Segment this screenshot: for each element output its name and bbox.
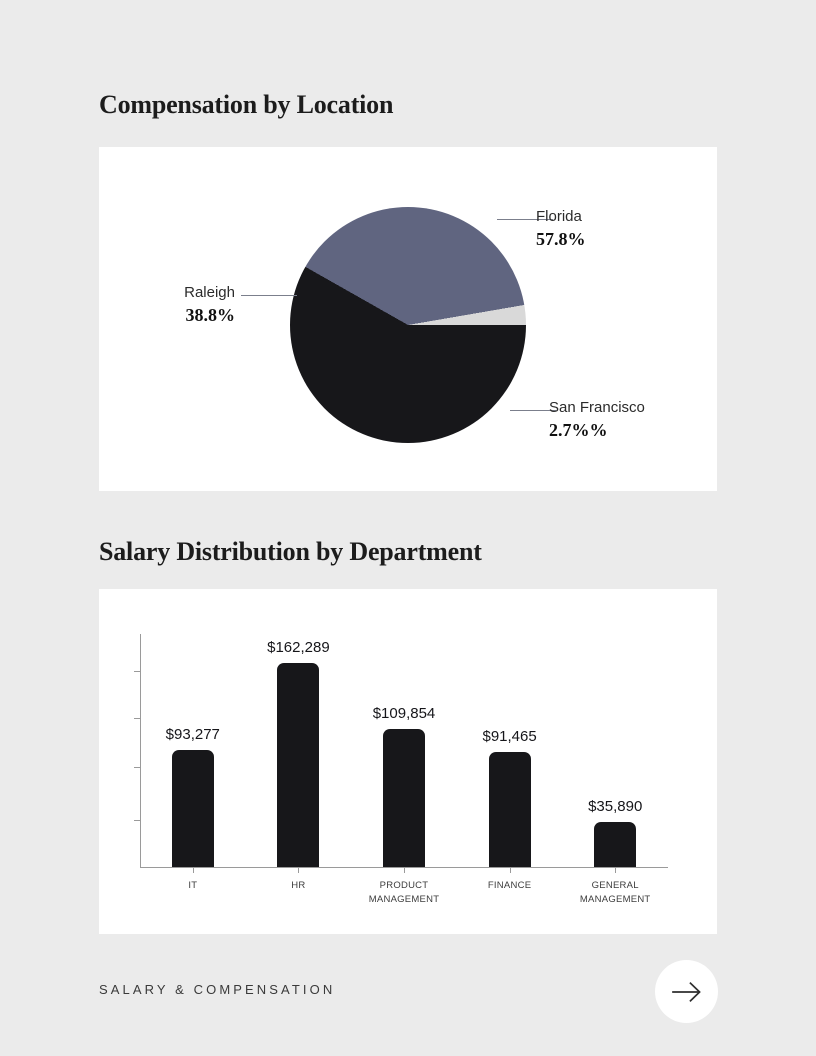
x-axis-tick [193,867,194,873]
y-axis-line [140,634,141,867]
y-axis-tick [134,767,140,768]
bar[interactable] [383,729,425,867]
leader-line-raleigh [241,295,297,296]
bar[interactable] [172,750,214,867]
bar-value-label: $35,890 [588,798,643,815]
page-title-salary-distribution-by-department: Salary Distribution by Department [99,537,482,566]
x-axis-category-line: PRODUCT [379,880,429,891]
pie-label-florida [536,208,586,251]
bar[interactable] [489,752,531,867]
pie-chart [99,147,717,491]
x-axis-category-label [555,879,675,907]
y-axis-tick [134,820,140,821]
bar[interactable] [594,822,636,867]
pie-label-florida-name: Florida [536,208,582,225]
pie-label-raleigh-name: Raleigh [184,284,235,301]
x-axis-tick [615,867,616,873]
x-axis-category-line: MANAGEMENT [579,893,651,905]
arrow-right-icon [672,981,702,1003]
pie-label-san-francisco-value: 2.7%% [549,419,608,440]
x-axis-tick [510,867,511,873]
x-axis-category-line: GENERAL [591,880,639,891]
y-axis-tick [134,671,140,672]
bar-chart-card [99,589,717,934]
bar-value-label: $162,289 [267,639,330,656]
pie-label-san-francisco [549,399,645,442]
bar-chart [99,589,717,934]
pie-label-florida-value: 57.8% [536,228,586,249]
bar-column[interactable] [248,589,348,867]
page-title-compensation-by-location: Compensation by Location [99,90,394,119]
pie-disc [290,207,526,443]
bar-value-label: $91,465 [482,728,537,745]
bar-column[interactable] [354,589,454,867]
bar[interactable] [277,663,319,867]
pie-label-raleigh-value: 38.8% [185,304,235,325]
footer-section-label: SALARY & COMPENSATION [99,982,336,997]
x-axis-category-line: MANAGEMENT [368,893,440,905]
bar-value-label: $109,854 [372,705,436,722]
x-axis-category-line: IT [188,880,198,891]
next-slide-button[interactable] [655,960,718,1023]
pie-label-raleigh [184,284,235,327]
x-axis-tick [404,867,405,873]
x-axis-category-label [238,879,358,893]
y-axis-tick [134,718,140,719]
pie-label-san-francisco-name: San Francisco [549,399,645,416]
x-axis-tick [298,867,299,873]
x-axis-category-label [450,879,570,893]
x-axis-category-label [133,879,253,893]
x-axis-category-line: FINANCE [487,880,532,891]
x-axis-category-label [344,879,464,907]
pie-chart-card [99,147,717,491]
bar-value-label: $93,277 [165,726,220,743]
bar-column[interactable] [565,589,665,867]
x-axis-category-line: HR [291,880,306,891]
